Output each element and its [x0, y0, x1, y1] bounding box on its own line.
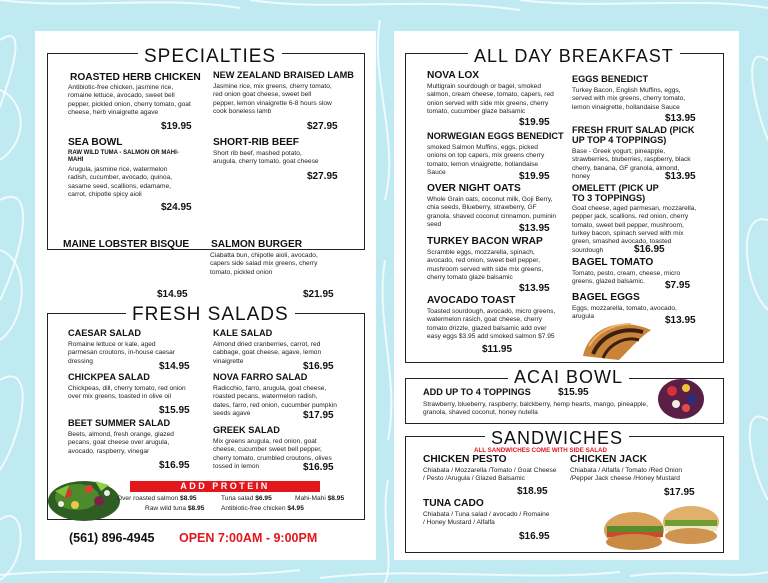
protein-option: Tuna salad $6.95 — [221, 495, 272, 502]
item-desc: Whole Grain oats, coconut milk, Goji Berry, chia seeds, Blueberry, strawberry, GF granola, shaved coconut cinnamon, puminin seed — [427, 196, 557, 229]
protein-option: Mahi-Mahi $8.95 — [295, 495, 345, 502]
item-price: $14.95 — [159, 361, 190, 372]
item-desc: Toasted sourdough, avocado, micro greens, watermelon rasich, goat cheese, cherry tomato drizzle, glazed balsamic add over easy eggs $3.95 add smoked salmon $7.95 — [427, 308, 556, 341]
item-name: KALE SALAD — [213, 328, 273, 338]
item-subtitle: RAW WILD TUMA - SALMON OR MAHI-MAHI — [68, 150, 179, 164]
item-desc: Eggs, mozzarella, tomato, avocado, arugula — [572, 305, 677, 321]
item-desc: Radicchio, farro, arugula, goat cheese, roasted pecans, watermelon radish, dates, farro, red onion, cucumber pumpkin seeds agave — [213, 385, 337, 418]
item-price: $16.95 — [634, 244, 665, 255]
item-desc: Almond dried cranberries, carrot, red cabbage, goat cheese, agave, lemon vinaigrette — [213, 341, 322, 365]
item-desc: Ciabatta bun, chipotle aioli, avocado, capers side salad mix greens, cherry tomato, pickled onion — [210, 252, 318, 276]
item-price: $19.95 — [519, 117, 550, 128]
item-name: NORWEGIAN EGGS BENEDICT — [427, 131, 564, 141]
item-name: AVOCADO TOAST — [427, 295, 516, 306]
sandwich-photo — [599, 496, 724, 554]
item-desc: Antibiotic-free chicken, jasmine rice, romaine lettuce, avocado, sweet bell pepper, pickled onion, cherry tomato, goat cheese, herb vinaigrette agave — [68, 84, 191, 117]
item-name: BEET SUMMER SALAD — [68, 418, 171, 428]
item-name: TURKEY BACON WRAP — [427, 236, 543, 247]
item-name: GREEK SALAD — [213, 425, 280, 435]
item-price: $13.95 — [519, 283, 550, 294]
item-price: $13.95 — [519, 223, 550, 234]
item-name: NOVA FARRO SALAD — [213, 372, 308, 382]
item-desc: smoked Salmon Muffins, eggs, picked onions on top capers, mix greens cherry tomato, lemon vinaigrette, hollandaise Sauce — [427, 144, 545, 177]
item-name: SHORT-RIB BEEF — [213, 137, 300, 148]
item-price: $16.95 — [519, 531, 550, 542]
acai-name: ADD UP TO 4 TOPPINGS — [423, 387, 531, 397]
sandwiches-title: SANDWICHES — [485, 429, 629, 447]
item-price: $24.95 — [161, 202, 192, 213]
item-desc: Jasmine rice, mix greens, cherry tomato, red onion goat cheese, sweet bell pepper, lemon vinaigrette 6-8 hours slow cook boneless lamb — [213, 83, 332, 116]
item-price: $15.95 — [159, 405, 190, 416]
item-price: $16.95 — [303, 361, 334, 372]
item-name: CHICKEN PESTO — [423, 454, 507, 465]
item-name: BAGEL EGGS — [572, 292, 640, 303]
item-name: OMELETT (PICK UP TO 3 TOPPINGS) — [572, 183, 659, 203]
item-price: $16.95 — [159, 460, 190, 471]
breakfast-title: ALL DAY BREAKFAST — [468, 47, 680, 65]
opening-hours: OPEN 7:00AM - 9:00PM — [179, 531, 318, 545]
item-name: CHICKEN JACK — [570, 454, 647, 465]
item-desc: Beets, almond, fresh orange, glazed pecans, goat cheese over arugula, avocado, raspberry, vinegar — [68, 431, 174, 455]
item-price: $27.95 — [307, 121, 338, 132]
item-price: $17.95 — [303, 410, 334, 421]
acai-title: ACAI BOWL — [508, 368, 629, 386]
item-desc: Goat cheese, aged parmesan, mozzarella, pepper jack, scallions, red onion, cherry tomato, sweet bell pepper, mushroom, turkey bacon, spinach served with mix green, smashed avocado, toasted sourdough — [572, 205, 697, 254]
item-price: $13.95 — [665, 113, 696, 124]
item-price: $18.95 — [517, 486, 548, 497]
item-price: $19.95 — [161, 121, 192, 132]
item-desc: Tomato, pesto, cream, cheese, micro greens, glazed balsamic. — [572, 270, 681, 286]
item-desc: Chiabata / Tuna salad / avocado / Romaine / Honey Mustard / Alfalfa — [423, 511, 550, 527]
item-desc: Chiabata / Mozzarella /Tomato / Goat Cheese / Pesto /Arugula / Glazed Balsamic — [423, 467, 557, 483]
item-desc: Turkey Bacon, English Muffins, eggs, served with mix greens, cherry tomato, lemon vinaigrette, hollandaise Sauce — [572, 87, 686, 111]
item-price: $13.95 — [665, 171, 696, 182]
item-price: $13.95 — [665, 315, 696, 326]
specialties-title: SPECIALTIES — [138, 47, 282, 66]
acai-desc: Strawberry, blueberry, raspberry, balckberry, hemp hearts, mango, pineapple, granola, shaved coconut, honey nutella — [423, 401, 648, 417]
left-menu-panel — [35, 31, 376, 560]
item-name: ROASTED HERB CHICKEN — [70, 72, 201, 83]
item-price: $7.95 — [665, 280, 691, 291]
item-price: $19.95 — [519, 171, 550, 182]
item-desc: Arugula, jasmine rice, watermelon radish, cucumber, avocado, quinoa, sasame seed, scallions, edamame, carrot, chipotle spicy aioli — [68, 166, 173, 199]
item-name: CAESAR SALAD — [68, 328, 141, 338]
protein-option: Over roasted salmon $8.95 — [117, 495, 197, 502]
item-price: $21.95 — [303, 289, 334, 300]
croissant-photo — [579, 316, 654, 361]
right-menu-panel — [394, 31, 739, 560]
item-desc: Multigrain sourdough or bagel, smoked salmon, cream cheese, tomato, capers, red onion served with side mix greens, cherry tomato, cucumber glaze balsamic — [427, 83, 554, 116]
phone-number[interactable]: (561) 896-4945 — [69, 531, 155, 545]
item-name: FRESH FRUIT SALAD (PICK UP TOP 4 TOPPINGS) — [572, 125, 695, 145]
protein-option: Antibiotic-free chicken $4.95 — [221, 505, 304, 512]
item-price: $16.95 — [303, 462, 334, 473]
item-desc: Chickpeas, dill, cherry tomato, red onion over mix greens, toasted in olive oil — [68, 385, 186, 401]
salads-title: FRESH SALADS — [126, 305, 295, 324]
item-name: TUNA CADO — [423, 498, 484, 509]
acai-price: $15.95 — [558, 387, 589, 398]
item-price: $17.95 — [664, 487, 695, 498]
item-name: OVER NIGHT OATS — [427, 183, 521, 194]
item-name: NOVA LOX — [427, 70, 480, 81]
salad-photo — [47, 471, 121, 521]
add-protein-banner: ADD PROTEIN — [130, 481, 320, 492]
item-name: BAGEL TOMATO — [572, 257, 654, 268]
item-name: CHICKPEA SALAD — [68, 372, 150, 382]
item-name: EGGS BENEDICT — [572, 74, 649, 84]
protein-option: Raw wild tuna $8.95 — [145, 505, 205, 512]
item-desc: Scramble eggs, mozzarella, spinach, avocado, red onion, sweet bell pepper, mushroom served with side mix greens, cherry tomato glaze balsamic — [427, 249, 544, 282]
item-price: $14.95 — [157, 289, 188, 300]
item-desc: Base - Greek yogurt, pineapple, strawberries, bluberries, raspberry, black cherry, banana, GF granola, almond, honey — [572, 148, 691, 181]
acai-bowl-photo — [656, 375, 706, 421]
item-desc: Romaine lettuce or kale, aged parmesan croutons, in-house caesar dressing — [68, 341, 176, 365]
item-name: NEW ZEALAND BRAISED LAMB — [213, 70, 354, 80]
item-desc: Chiabata / Alfalfa / Tomato /Red Onion /Pepper Jack cheese /Honey Mustard — [570, 467, 683, 483]
sandwiches-note: ALL SANDWICHES COME WITH SIDE SALAD — [474, 447, 607, 454]
item-name: SEA BOWL — [68, 137, 123, 148]
item-name: MAINE LOBSTER BISQUE — [63, 239, 190, 250]
item-desc: Short rib beef, mashed potato, arugula, cherry tomato, goat cheese — [213, 150, 319, 166]
item-price: $27.95 — [307, 171, 338, 182]
item-desc: Mix greens arugula, red onion, goat cheese, cucumber sweet bell pepper, cherry tomato, crumbled croutons, olives tossed in lemon — [213, 438, 332, 471]
item-price: $11.95 — [482, 344, 513, 355]
item-name: SALMON BURGER — [211, 239, 303, 250]
